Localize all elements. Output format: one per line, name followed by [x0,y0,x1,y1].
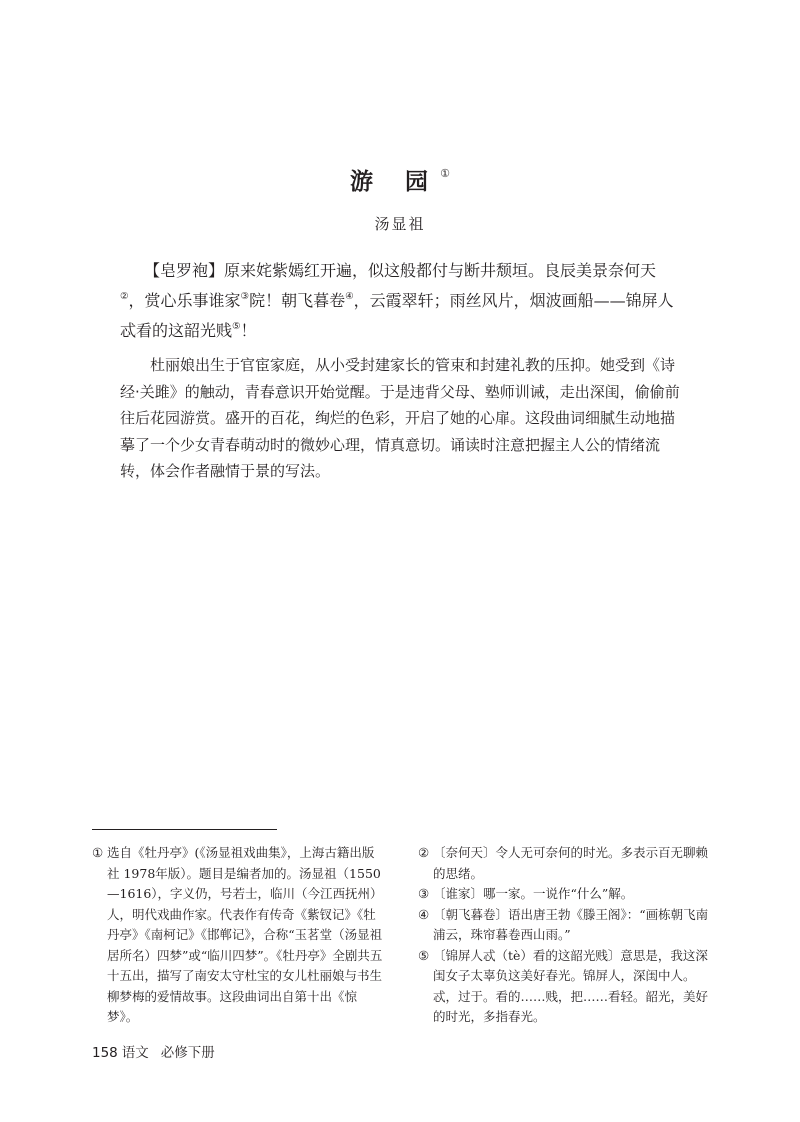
book-subject: 语文 [121,1045,149,1061]
intro-paragraph: 杜丽娘出生于官宦家庭，从小受封建家长的管束和封建礼教的压抑。她受到《诗经·关雎》的触动，青春意识开始觉醒。于是违背父母、塾师训诫，走出深闺，偷偷前往后花园游赏。盛开的百花，绚烂的色彩，开启了她的心扉。这段曲词细腻生动地描摹了一个少女青春萌动时的微妙心理，情真意切。诵读时注意把握主人公的情绪流转，体会作者融情于景的写法。 [120,356,680,480]
footnote-mark-2[interactable]: ② [120,291,129,302]
footnote-3-text: 〔谁家〕哪一家。一说作“什么”解。 [433,886,634,901]
verse-text-4: ，云霞翠轩；雨丝风片，烟波画船——锦屏人忒看的这韶光贱 [120,291,674,340]
footnote-1-text: 选自《牡丹亭》(《汤显祖戏曲集》，上海古籍出版社 1978年版）。题目是编者加的。汤显祖（1550—1616），字义仍，号若士，临川（今江西抚州）人，明代戏曲作家。代表作有传奇《紫钗记》《牡丹亭》《南柯记》《邯郸记》，合称“玉茗堂（汤显祖居所名）四梦”或“临川四梦”。《牡丹亭》全剧共五十五出，描写了南安太守杜宝的女儿杜丽娘与书生柳梦梅的爱情故事。这段曲词出自第十出《惊梦》。 [107,845,383,1024]
footnotes-right-column [418,843,710,1028]
verse-text-3: 院！朝飞暮卷 [249,291,346,310]
book-volume: 必修下册 [160,1045,215,1061]
footnote-3-number: ③ [418,886,430,901]
footnote-mark-5[interactable]: ⑤ [232,321,241,332]
footnote-1 [92,843,384,1028]
footnote-5-text: 〔锦屏人忒（tè）看的这韶光贱〕意思是，我这深闺女子太辜负这美好春光。锦屏人，深闺中人。忒，过于。看的……贱，把……看轻。韶光，美好的时光，多指春光。 [433,947,709,1024]
page-number: 158 [92,1045,118,1061]
verse-text-5: ！ [240,321,257,340]
verse-lyric [120,258,680,344]
title-footnote-mark[interactable]: ① [440,167,450,180]
footnote-2-text: 〔奈何天〕令人无可奈何的时光。多表示百无聊赖的思绪。 [433,845,709,881]
footnote-4-number: ④ [418,906,430,922]
footnote-4-text: 〔朝飞暮卷〕语出唐王勃《滕王阁》：“画栋朝飞南浦云，珠帘暮卷西山雨。” [433,906,709,942]
footnote-3 [418,884,710,905]
author-name: 汤显祖 [374,215,426,233]
footnote-mark-4[interactable]: ④ [345,291,354,302]
footnote-5-number: ⑤ [418,947,430,963]
verse-text-2: ，赏心乐事谁家 [128,291,241,310]
page-title [0,156,800,200]
footnote-2-number: ② [418,845,430,860]
footnotes-left-column [92,843,384,1028]
footnote-divider [92,829,277,830]
footnote-2 [418,843,710,884]
verse-text-1: 【皂罗袍】原来姹紫嫣红开遍，似这般都付与断井颓垣。良辰美景奈何天 [144,261,657,280]
footnote-1-number: ① [92,845,104,860]
footnote-5 [418,946,710,1028]
title-text: 游 园 [350,168,441,195]
footnote-4 [418,905,710,946]
page-footer [92,1044,215,1062]
footnote-mark-3[interactable]: ③ [240,291,250,302]
